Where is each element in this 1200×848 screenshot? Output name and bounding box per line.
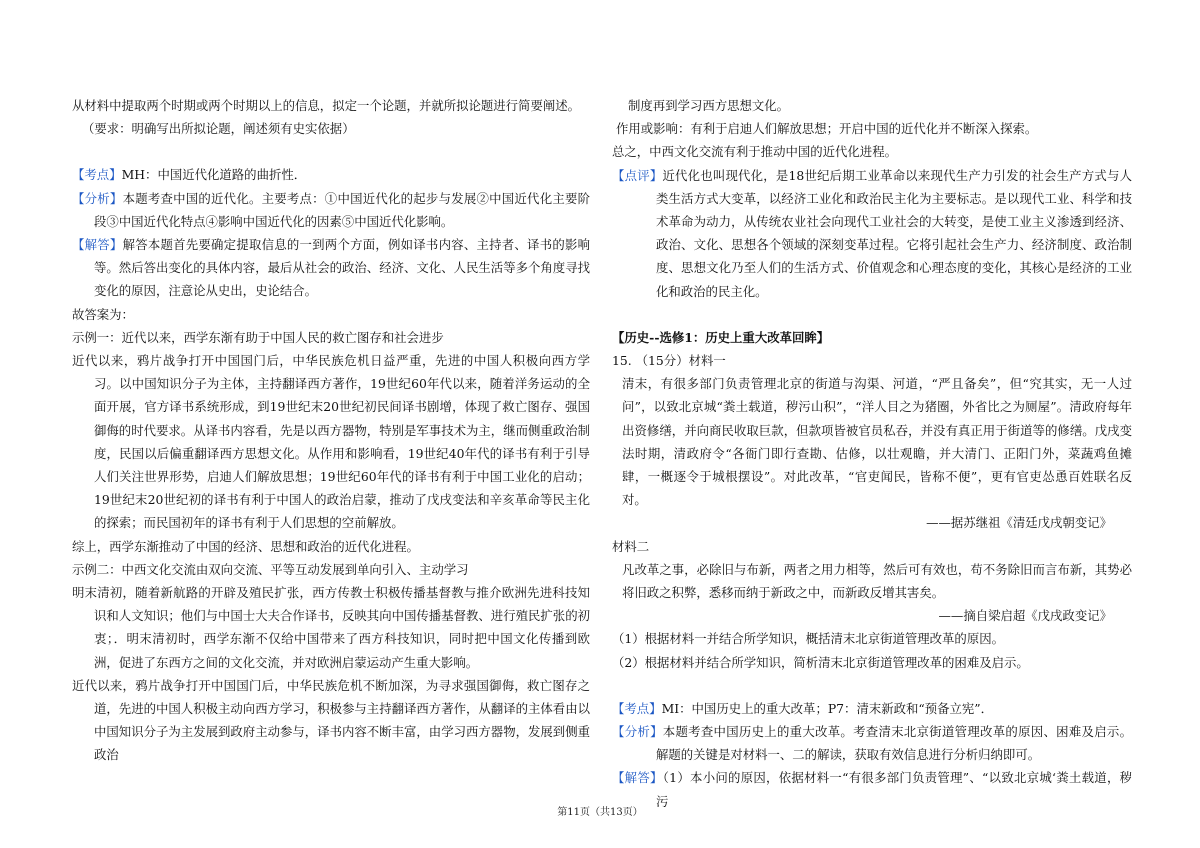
- right-column: [612, 94, 1132, 813]
- fenxi-para: [72, 187, 590, 233]
- fenxi-tag: 【分析】: [72, 190, 123, 206]
- right-jieda-tag: 【解答】: [612, 770, 663, 786]
- right-kaodian-tag: 【考点】: [612, 700, 662, 716]
- question-requirement: （要求：明确写出所拟论题，阐述须有史实依据）: [82, 121, 355, 137]
- continuation-text: 制度再到学习西方思想文化。: [628, 98, 790, 113]
- right-fenxi-para: [612, 720, 1132, 766]
- jieda-tag: 【解答】: [72, 237, 123, 253]
- example1-summary: 综上，西学东渐推动了中国的经济、思想和政治的近代化进程。: [72, 538, 419, 554]
- kaodian-tag: 【考点】: [72, 167, 122, 183]
- question-15: 15. （15分）材料一: [612, 353, 726, 369]
- dianping-tag: 【点评】: [612, 167, 663, 183]
- question-prompt: 从材料中提取两个时期或两个时期以上的信息，拟定一个论题，并就所拟论题进行简要阐述。: [72, 98, 581, 113]
- dianping-text: 近代化也叫现代化，是18世纪后期工业革命以来现代生产力引发的社会生产方式与人类生活方式大变革，以经济工业化和政治民主化为主要标志。是以现代工业、科学和技术革命为动力，从传统农业社会向现代工业社会的大转变，是使工业主义渗透到经济、政治、文化、思想各个领域的深刻变革过程。它将引起社会生产力、经济制度、政治制度、思想文化乃至人们的生活方式、价值观念和心理态度的变化，其核心是经济的工业化和政治的民主化。: [656, 167, 1132, 299]
- section-title: 【历史--选修1：历史上重大改革回眸】: [612, 329, 830, 345]
- dianping-para: [612, 164, 1132, 303]
- example2-body1: 明末清初，随着新航路的开辟及殖民扩张，西方传教士积极传播基督教与推介欧洲先进科技知识和人文知识；他们与中国士大夫合作译书，反映其向中国传播基督教、进行殖民扩张的初衷；．明末清初时，西学东渐不仅给中国带来了西方科技知识，同时把中国文化传播到欧洲，促进了东西方之间的文化交流，并对欧洲启蒙运动产生重大影响。: [72, 585, 590, 670]
- subquestion-2: （2）根据材料并结合所学知识，简析清末北京街道管理改革的困难及启示。: [612, 654, 1029, 670]
- material-2-label: 材料二: [612, 538, 650, 554]
- right-jieda-text: （1）本小问的原因，依据材料一“有很多部门负责管理”、“以致北京城‘粪土载道，秽污: [656, 770, 1133, 809]
- right-fenxi-text: 本题考查中国历史上的重大改革。考查清末北京街道管理改革的原因、困难及启示。解题的关键是对材料一、二的解读，获取有效信息进行分析归纳即可。: [656, 724, 1133, 763]
- material-2-source: ——摘自梁启超《戊戌政变记》: [938, 608, 1112, 624]
- right-kaodian-para: [612, 697, 1132, 720]
- page-footer: 第11页（共13页）: [557, 807, 643, 818]
- kaodian-text: MH：中国近代化道路的曲折性．: [121, 167, 307, 183]
- right-kaodian-text: MI：中国历史上的重大改革；P7：清末新政和“预备立宪”．: [661, 700, 994, 716]
- example2-title: 示例二：中西文化交流由双向交流、平等互动发展到单向引入、主动学习: [72, 561, 469, 577]
- conclusion-text: 总之，中西文化交流有利于推动中国的近代化进程。: [612, 144, 897, 160]
- jieda-text: 解答本题首先要确定提取信息的一到两个方面，例如译书内容、主持者、译书的影响等。然后答出变化的具体内容，最后从社会的政治、经济、文化、人民生活等多个角度寻找变化的原因，注意论从史出，史论结合。: [94, 237, 591, 299]
- jieda-para: [72, 233, 590, 303]
- fenxi-text: 本题考查中国的近代化。主要考点：①中国近代化的起步与发展②中国近代化主要阶段③中国近代化特点④影响中国近代化的因素⑤中国近代化影响。: [94, 190, 591, 229]
- subquestion-1: （1）根据材料一并结合所学知识，概括清末北京街道管理改革的原因。: [612, 631, 1004, 647]
- example1-title: 示例一：近代以来，西学东渐有助于中国人民的救亡图存和社会进步: [72, 329, 444, 345]
- material-2: 凡改革之事，必除旧与布新，两者之用力相等，然后可有效也，苟不务除旧而言布新，其势必将旧政之积弊，悉移而纳于新政之中，而新政反增其害矣。: [622, 561, 1132, 601]
- material-1: 清末，有很多部门负责管理北京的街道与沟渠、河道，“严且备矣”，但“究其实，无一人过问”，以致北京城“粪土载道，秽污山积”，“洋人目之为猪圈，外省比之为厕屋”。清政府每年出资修缮，并向商民收取巨款，但款项皆被官员私吞，并没有真正用于街道等的修缮。戊戌变法时期，清政府令“各衙门即行查勘、估修，以壮观瞻，并大清门、正阳门外，菜蔬鸡鱼摊肆，一概逐令于城根摆设”。对此改革，“官吏闻民，皆称不便”，更有官吏怂恿百姓联名反对。: [622, 376, 1132, 508]
- left-column: [72, 94, 590, 767]
- answer-label: 故答案为：: [72, 306, 134, 322]
- example1-body: 近代以来，鸦片战争打开中国国门后，中华民族危机日益严重，先进的中国人积极向西方学习。以中国知识分子为主体，主持翻译西方著作，19世纪60年代以来，随着洋务运动的全面开展，官方译书系统形成，到19世纪末20世纪初民间译书剧增，体现了救亡图存、强国御侮的时代要求。从译书内容看，先是以西方器物，特别是军事技术为主，继而侧重政治制度，民国以后偏重翻译西方思想文化。从作用和影响看，19世纪40年代的译书有利于引导人们关注世界形势，启迪人们解放思想；19世纪60年代的译书有利于中国工业化的启动；19世纪末20世纪初的译书有利于中国人的政治启蒙，推动了戊戌变法和辛亥革命等民主化的探索；而民国初年的译书有利于人们思想的空前解放。: [72, 353, 590, 531]
- material-1-source: ——据苏继祖《清廷戊戌朝变记》: [926, 515, 1112, 531]
- effect-text: 作用或影响：有利于启迪人们解放思想；开启中国的近代化并不断深入探索。: [616, 121, 1038, 137]
- example2-body2: 近代以来，鸦片战争打开中国国门后，中华民族危机不断加深，为寻求强国御侮，救亡图存之道，先进的中国人积极主动向西方学习，积极参与主持翻译西方著作，从翻译的主体看由以中国知识分子为主发展到政府主动参与，译书内容不断丰富，由学习西方器物，发展到侧重政治: [72, 677, 590, 763]
- kaodian-para: [72, 163, 590, 186]
- right-fenxi-tag: 【分析】: [612, 724, 663, 740]
